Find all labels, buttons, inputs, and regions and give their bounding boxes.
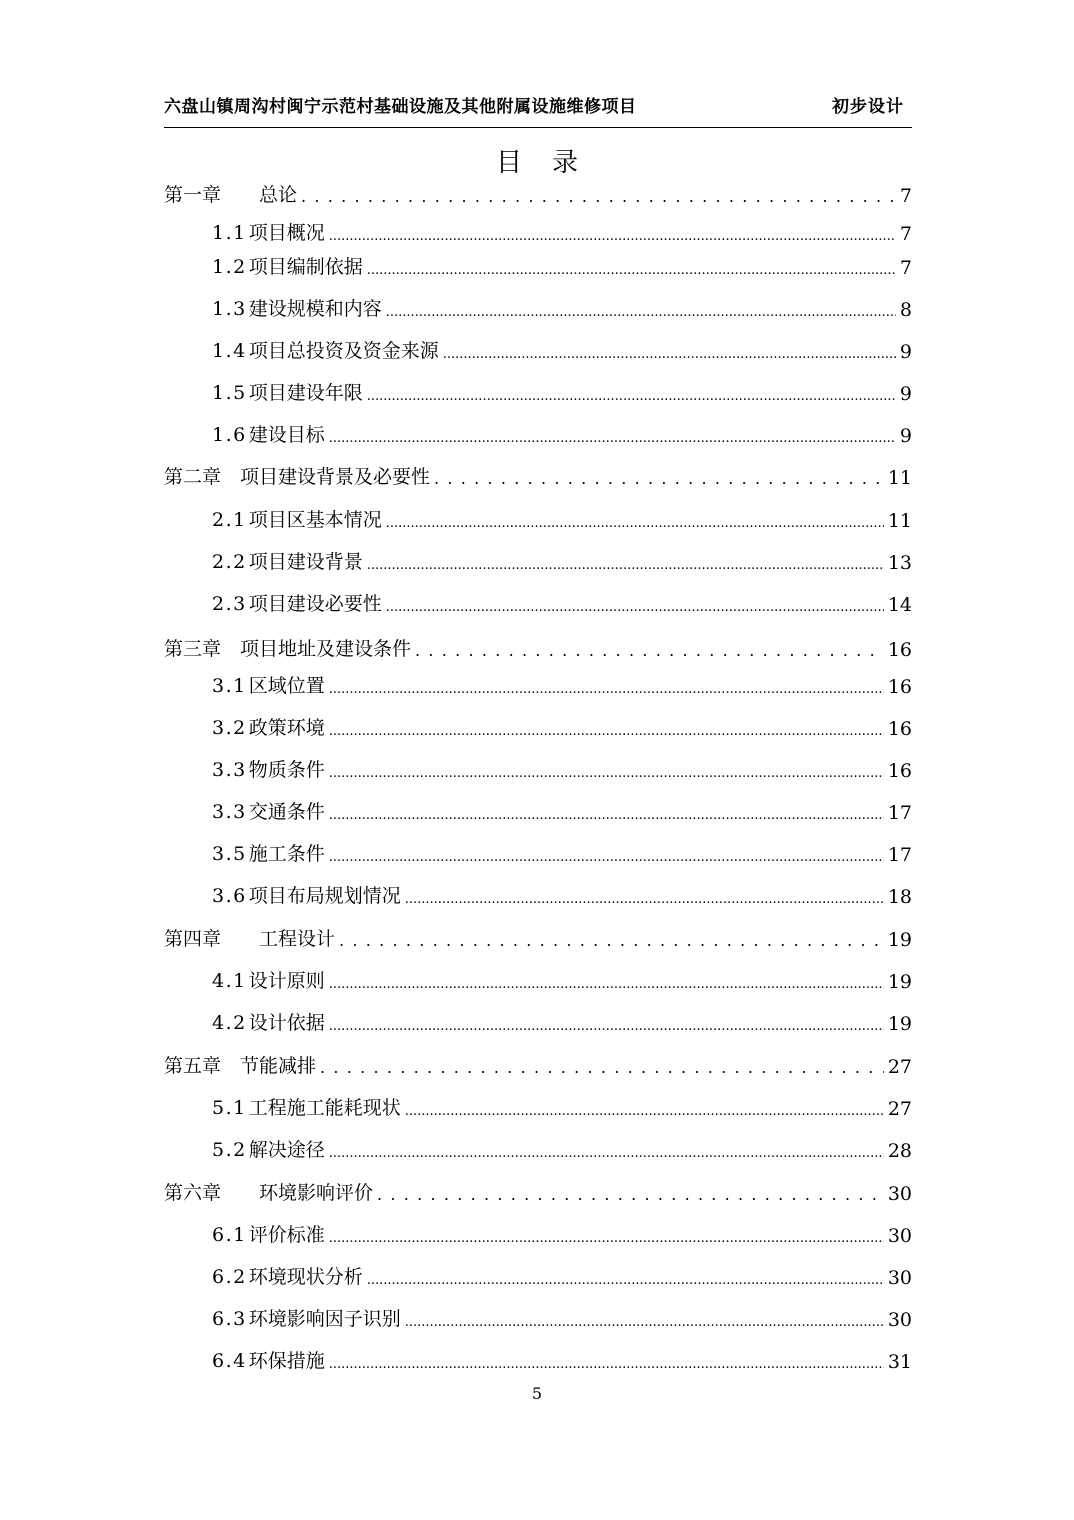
toc-section-entry[interactable] [164,547,912,574]
toc-chapter-entry[interactable] [164,180,912,207]
toc-section-entry[interactable] [164,881,912,908]
toc-dot-leader [301,190,896,202]
toc-chapter-entry[interactable] [164,924,912,951]
toc-chapter-entry[interactable] [164,462,912,489]
toc-page-number: 19 [887,929,912,951]
header-project-title: 六盘山镇周沟村闽宁示范村基础设施及其他附属设施维修项目 [164,97,637,117]
toc-section-entry[interactable] [164,713,912,740]
toc-section-title: 工程施工能耗现状 [248,1097,401,1119]
toc-page-number: 30 [887,1183,912,1205]
toc-title: 目录 [495,148,608,178]
toc-chapter-entry[interactable] [164,634,912,661]
toc-dot-leader [329,807,884,819]
toc-section-entry[interactable] [164,966,912,993]
toc-page-number: 30 [887,1309,912,1331]
toc-dot-leader [367,262,896,274]
toc-section-title: 评价标准 [248,1224,325,1246]
toc-section-number: 6.4 [212,1350,247,1372]
toc-dot-leader [367,388,896,400]
toc-chapter-entry[interactable] [164,1051,912,1078]
toc-section-number: 3.6 [212,885,247,907]
toc-section-number: 1.3 [212,298,247,320]
toc-section-title: 物质条件 [248,759,325,781]
toc-entry-label [212,547,363,574]
toc-page-number: 9 [899,425,912,447]
toc-dot-leader [339,934,884,946]
toc-dot-leader [405,1314,884,1326]
toc-section-entry[interactable] [164,839,912,866]
toc-page-number: 16 [887,718,912,740]
toc-page-number: 13 [887,552,912,574]
toc-entry-label [212,252,363,279]
toc-dot-leader [329,430,896,442]
toc-section-entry[interactable] [164,755,912,782]
toc-section-number: 6.3 [212,1308,247,1330]
toc-page-number: 11 [887,510,912,532]
toc-entry-label [212,1135,325,1162]
toc-section-entry[interactable] [164,1135,912,1162]
toc-section-title: 解决途径 [248,1139,325,1161]
toc-page-number: 16 [887,639,912,661]
toc-dot-leader [329,976,884,988]
toc-section-title: 项目建设年限 [248,382,363,404]
toc-section-entry[interactable] [164,1220,912,1247]
toc-page-number: 11 [887,467,912,489]
toc-section-number: 4.1 [212,970,247,992]
toc-section-title: 项目建设背景 [248,551,363,573]
toc-section-title: 项目区基本情况 [248,509,382,531]
toc-section-entry[interactable] [164,797,912,824]
toc-entry-label [212,713,325,740]
toc-dot-leader [329,1018,884,1030]
toc-page-number: 28 [887,1140,912,1162]
toc-page-number: 17 [887,844,912,866]
toc-entry-label [212,218,325,245]
toc-entry-label: 第六章 环境影响评价 [164,1182,374,1204]
toc-page-number: 19 [887,1013,912,1035]
toc-entry-label [212,1008,325,1035]
toc-dot-leader [415,644,884,656]
toc-page-number: 31 [887,1351,912,1373]
toc-section-title: 项目概况 [248,222,325,244]
toc-section-entry[interactable] [164,1008,912,1035]
toc-page-number: 16 [887,676,912,698]
toc-section-entry[interactable] [164,1093,912,1120]
toc-section-title: 环保措施 [248,1350,325,1372]
toc-dot-leader [386,599,884,611]
toc-entry-label [212,1304,401,1331]
toc-section-entry[interactable] [164,1304,912,1331]
toc-entry-label [212,797,325,824]
toc-dot-leader [405,891,884,903]
toc-entry-label: 第四章 工程设计 [164,928,336,950]
toc-dot-leader [386,515,884,527]
toc-section-title: 项目布局规划情况 [248,885,401,907]
toc-section-entry[interactable] [164,336,912,363]
toc-section-number: 2.1 [212,509,247,531]
toc-section-number: 6.2 [212,1266,247,1288]
toc-page-number: 17 [887,802,912,824]
toc-entry-label [212,755,325,782]
toc-section-title: 环境现状分析 [248,1266,363,1288]
toc-section-entry[interactable] [164,218,912,245]
toc-section-title: 建设目标 [248,424,325,446]
toc-section-number: 2.3 [212,593,247,615]
toc-section-number: 1.5 [212,382,247,404]
toc-entry-label [212,505,382,532]
page-header [164,92,912,120]
toc-section-number: 3.2 [212,717,247,739]
toc-page-number: 27 [887,1098,912,1120]
toc-entry-label: 第三章 项目地址及建设条件 [164,638,412,660]
toc-section-number: 4.2 [212,1012,247,1034]
toc-entry-label [212,378,363,405]
toc-section-title: 环境影响因子识别 [248,1308,401,1330]
toc-entry-label [212,881,401,908]
toc-section-entry[interactable] [164,589,912,616]
toc-dot-leader [329,765,884,777]
toc-dot-leader [367,557,884,569]
toc-dot-leader [386,304,896,316]
toc-dot-leader [329,681,884,693]
toc-section-entry[interactable] [164,252,912,279]
toc-entry-label: 第一章 总论 [164,184,298,206]
toc-dot-leader [367,1272,884,1284]
toc-section-number: 5.2 [212,1139,247,1161]
toc-section-title: 施工条件 [248,843,325,865]
toc-dot-leader [320,1061,884,1073]
toc-page-number: 7 [899,257,912,279]
toc-section-entry[interactable] [164,294,912,321]
toc-section-title: 设计依据 [248,1012,325,1034]
toc-section-entry[interactable] [164,378,912,405]
toc-entry-label [212,294,382,321]
toc-dot-leader [405,1103,884,1115]
toc-dot-leader [329,723,884,735]
toc-section-number: 1.2 [212,256,247,278]
toc-chapter-entry[interactable] [164,1178,912,1205]
toc-dot-leader [329,1356,884,1368]
toc-entry-label [212,966,325,993]
toc-section-number: 1.6 [212,424,247,446]
toc-section-entry[interactable] [164,1262,912,1289]
toc-page-number: 16 [887,760,912,782]
toc-page-number: 30 [887,1225,912,1247]
toc-entry-label: 第二章 项目建设背景及必要性 [164,466,431,488]
toc-page-number: 7 [899,223,912,245]
toc-page-number: 27 [887,1056,912,1078]
toc-section-title: 交通条件 [248,801,325,823]
toc-section-number: 1.4 [212,340,247,362]
toc-dot-leader [443,346,896,358]
toc-section-number: 6.1 [212,1224,247,1246]
toc-entry-label [212,1262,363,1289]
toc-section-entry[interactable] [164,671,912,698]
toc-section-title: 区域位置 [248,675,325,697]
toc-dot-leader [329,849,884,861]
toc-entry-label [212,589,382,616]
toc-page-number: 7 [899,185,912,207]
toc-page-number: 9 [899,341,912,363]
toc-dot-leader [377,1188,884,1200]
toc-section-number: 3.3 [212,759,247,781]
toc-section-entry[interactable] [164,420,912,447]
toc-section-title: 项目建设必要性 [248,593,382,615]
toc-section-title: 项目编制依据 [248,256,363,278]
toc-page-number: 9 [899,383,912,405]
page-number: 5 [531,1384,543,1403]
toc-page-number: 14 [887,594,912,616]
toc-dot-leader [434,472,884,484]
toc-entry-label [212,1346,325,1373]
toc-dot-leader [329,228,896,240]
toc-dot-leader [329,1145,884,1157]
toc-section-title: 项目总投资及资金来源 [248,340,439,362]
toc-section-number: 3.5 [212,843,247,865]
toc-section-number: 3.3 [212,801,247,823]
toc-page-number: 30 [887,1267,912,1289]
toc-section-title: 政策环境 [248,717,325,739]
header-divider [164,127,912,128]
toc-entry-label [212,1093,401,1120]
toc-entry-label [212,671,325,698]
toc-entry-label [212,839,325,866]
toc-entry-label [212,420,325,447]
toc-entry-label [212,1220,325,1247]
toc-section-number: 3.1 [212,675,247,697]
toc-section-number: 1.1 [212,222,247,244]
toc-section-entry[interactable] [164,505,912,532]
toc-section-title: 建设规模和内容 [248,298,382,320]
toc-entry-label: 第五章 节能减排 [164,1055,317,1077]
toc-page-number: 19 [887,971,912,993]
toc-section-entry[interactable] [164,1346,912,1373]
header-doc-type: 初步设计 [832,97,904,117]
toc-section-number: 5.1 [212,1097,247,1119]
toc-entry-label [212,336,439,363]
toc-page-number: 18 [887,886,912,908]
toc-section-number: 2.2 [212,551,247,573]
toc-dot-leader [329,1230,884,1242]
toc-section-title: 设计原则 [248,970,325,992]
toc-page-number: 8 [899,299,912,321]
